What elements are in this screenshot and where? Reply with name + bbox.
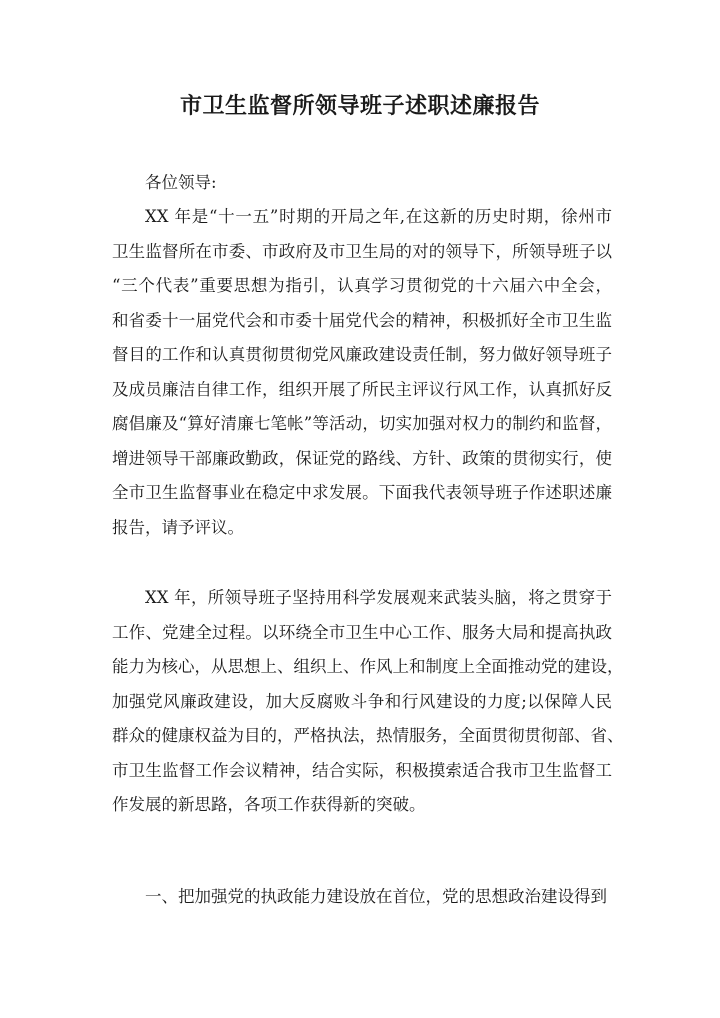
section-heading-text: 一、把加强党的执政能力建设放在首位，党的思想政治建设得到 [145, 887, 607, 906]
paragraph-line: “三个代表”重要思想为指引，认真学习贯彻党的十六届六中全会， [112, 276, 612, 295]
salutation: 各位领导: [145, 173, 217, 192]
paragraph-line: XX 年是“十一五”时期的开局之年,在这新的历史时期，徐州市 [145, 207, 612, 226]
paragraph-line: 能力为核心，从思想上、组织上、作风上和制度上全面推动党的建设， [112, 657, 624, 676]
paragraph-line: 腐倡廉及“算好清廉七笔帐”等活动，切实加强对权力的制约和监督， [112, 414, 612, 433]
document-title: 市卫生监督所领导班子述职述廉报告 [179, 93, 540, 119]
paragraph-line: 督目的工作和认真贯彻贯彻党风廉政建设责任制，努力做好领导班子 [112, 345, 612, 364]
paragraph-2 [112, 581, 624, 823]
paragraph-line: 全市卫生监督事业在稳定中求发展。下面我代表领导班子作述职述廉 [112, 483, 612, 502]
paragraph-line: 报告，请予评议。 [112, 517, 244, 537]
paragraph-line: 市卫生监督工作会议精神，结合实际，积极摸索适合我市卫生监督工 [112, 760, 612, 780]
section-heading [112, 880, 612, 915]
paragraph-line: 工作、党建全过程。以环绕全市卫生中心工作、服务大局和提高执政 [112, 622, 612, 642]
paragraph-line: 卫生监督所在市委、市政府及市卫生局的对的领导下，所领导班子以 [112, 241, 612, 261]
paragraph-1 [112, 200, 612, 545]
paragraph-line: 及成员廉洁自律工作，组织开展了所民主评议行风工作，认真抓好反 [112, 379, 612, 399]
paragraph-line: XX 年，所领导班子坚持用科学发展观来武装头脑，将之贯穿于 [145, 588, 612, 607]
paragraph-line: 群众的健康权益为目的，严格执法，热情服务，全面贯彻贯彻部、省、 [112, 726, 624, 745]
paragraph-line: 和省委十一届党代会和市委十届党代会的精神，积极抓好全市卫生监 [112, 310, 612, 330]
paragraph-line: 增进领导干部廉政勤政，保证党的路线、方针、政策的贯彻实行，使 [112, 448, 612, 468]
paragraph-line: 作发展的新思路，各项工作获得新的突破。 [112, 795, 426, 814]
paragraph-line: 加强党风廉政建设，加大反腐败斗争和行风建设的力度;以保障人民 [112, 691, 612, 711]
